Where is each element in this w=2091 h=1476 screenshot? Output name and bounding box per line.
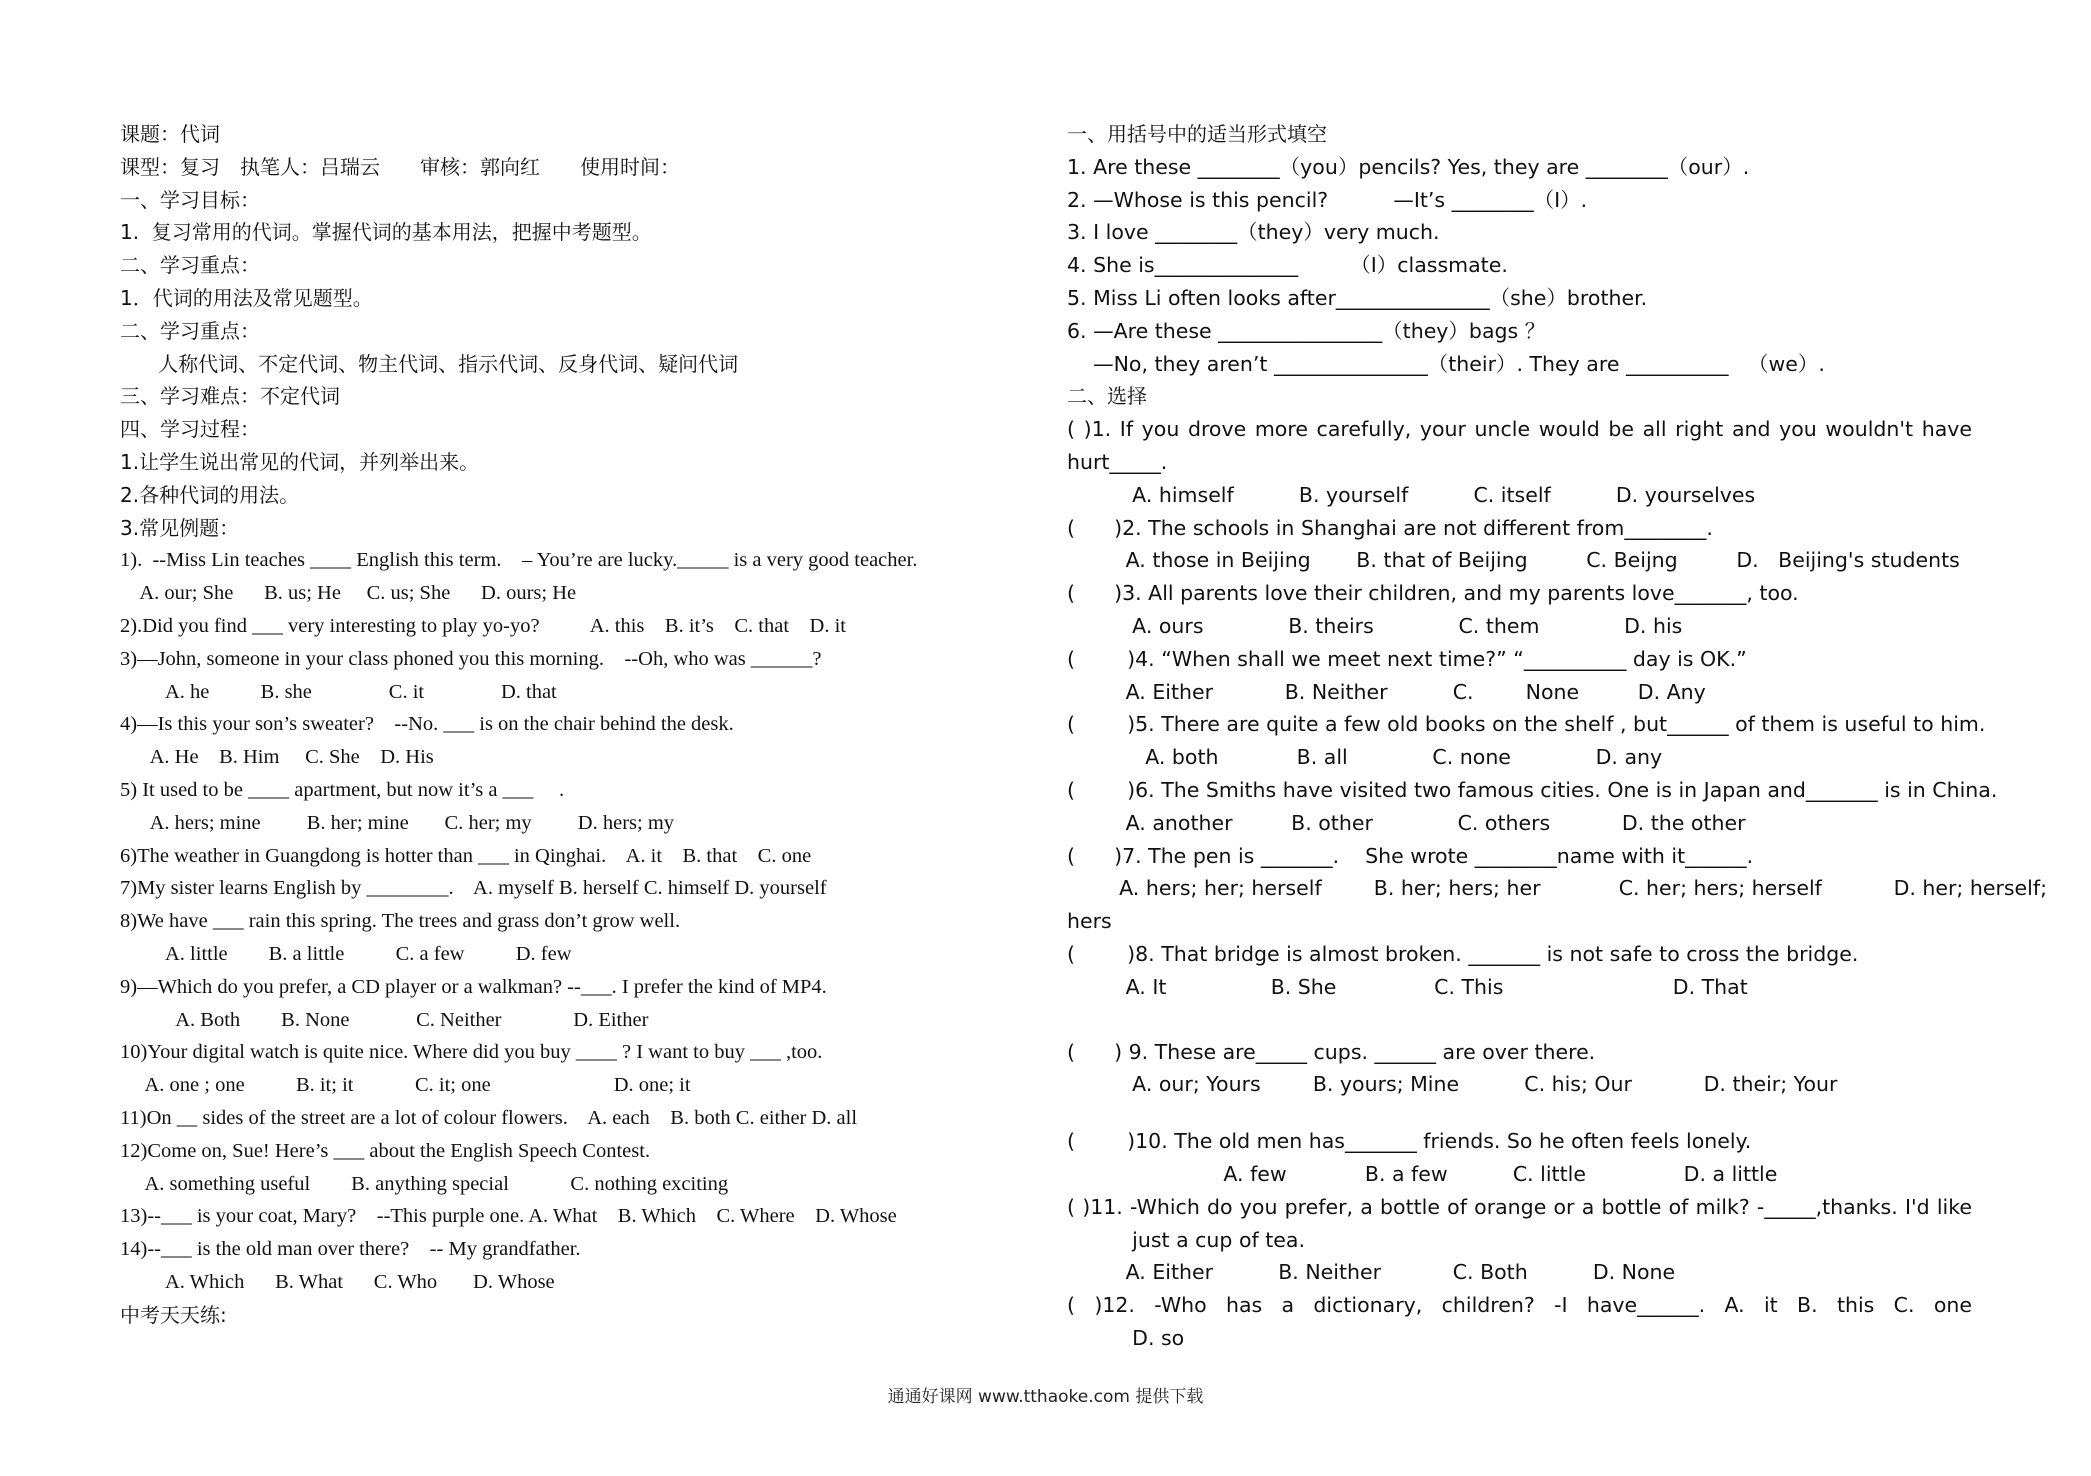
left-line: A. hers; mine B. her; mine C. her; my D. hers; my (120, 811, 675, 834)
left-line: A. Both B. None C. Neither D. Either (120, 1008, 649, 1031)
left-line: A. He B. Him C. She D. His (120, 746, 434, 769)
fill-section-title: 一、用括号中的适当形式填空 (1067, 122, 1327, 146)
question-1-cont: hurt_____. (1067, 449, 1168, 474)
question-10: ( )10. The old men has_______ friends. So he often feels lonely. (1067, 1129, 1752, 1154)
question-7-options: A. hers; her; herself B. her; hers; her C. her; hers; herself D. her; herself; (1067, 876, 2047, 901)
left-line: 1.让学生说出常见的代词，并列举出来。 (120, 449, 480, 474)
left-line: A. something useful B. anything special C. nothing exciting (120, 1172, 729, 1195)
left-line: 11)On __ sides of the street are a lot of colour flowers. A. each B. both C. either D. all (120, 1106, 858, 1129)
left-column (120, 118, 1020, 1331)
left-line: 1). --Miss Lin teaches ____ English this term. – You’re are lucky._____ is a very good teacher. (120, 549, 918, 572)
question-6-options: A. another B. other C. others D. the other (1067, 810, 1746, 835)
question-12-cont: D. so (1067, 1325, 1185, 1350)
left-line: 5) It used to be ____ apartment, but now it’s a ___ . (120, 778, 565, 801)
left-line: 2.各种代词的用法。 (120, 482, 300, 507)
question-4: ( )4. “When shall we meet next time?” “__________ day is OK.” (1067, 646, 1747, 671)
fill-item: —No, they aren’t _______________（their）. They are __________ （we）. (1067, 351, 1825, 376)
left-line: 12)Come on, Sue! Here’s ___ about the English Speech Contest. (120, 1139, 651, 1162)
fill-item: 4. She is______________ （I）classmate. (1067, 253, 1508, 278)
fill-item: 5. Miss Li often looks after_______________（she）brother. (1067, 285, 1648, 310)
fill-list (1067, 151, 1972, 381)
left-line: 1. 复习常用的代词。掌握代词的基本用法，把握中考题型。 (120, 220, 652, 245)
question-11-cont: just a cup of tea. (1067, 1227, 1305, 1252)
question-8-options: A. It B. She C. This D. That (1067, 974, 1748, 999)
question-1-options: A. himself B. yourself C. itself D. yourselves (1067, 482, 1756, 507)
left-line: 课题：代词 (120, 122, 220, 146)
question-7: ( )7. The pen is _______. She wrote ________name with it______. (1067, 843, 1754, 868)
left-line: 3)—John, someone in your class phoned you this morning. --Oh, who was ______? (120, 647, 822, 670)
left-line: 二、学习重点： (120, 253, 260, 278)
right-column (1067, 118, 2047, 1355)
question-11-options: A. Either B. Neither C. Both D. None (1067, 1260, 1676, 1285)
question-5-options: A. both B. all C. none D. any (1067, 745, 1663, 770)
left-line: 2).Did you find ___ very interesting to play yo-yo? A. this B. it’s C. that D. it (120, 614, 846, 637)
fill-item: 6. —Are these ________________（they）bags ？ (1067, 318, 1546, 343)
page-footer: 通通好课网 www.tthaoke.com 提供下载 (887, 1387, 1204, 1407)
left-line: 1．代词的用法及常见题型。 (120, 285, 373, 310)
left-line: 四、学习过程： (120, 417, 260, 442)
left-line: A. one ; one B. it; it C. it; one D. one; it (120, 1074, 691, 1097)
question-11: ( )11. -Which do you prefer, a bottle of orange or a bottle of milk? -_____,thanks. I'd like (1067, 1194, 1972, 1219)
question-4-options: A. Either B. Neither C. None D. Any (1067, 679, 1706, 704)
question-2: ( )2. The schools in Shanghai are not different from________. (1067, 515, 1713, 540)
choice-section-title: 二、选择 (1067, 384, 1147, 409)
fill-item: 3. I love ________（they）very much. (1067, 220, 1440, 245)
question-3: ( )3. All parents love their children, and my parents love_______, too. (1067, 581, 1799, 606)
left-line: 6)The weather in Guangdong is hotter than ___ in Qinghai. A. it B. that C. one (120, 844, 812, 867)
left-line: 课型：复习 执笔人：吕瑞云 审核：郭向红 使用时间： (120, 154, 680, 179)
question-9: ( ) 9. These are_____ cups. ______ are over there. (1067, 1039, 1596, 1064)
left-line: A. Which B. What C. Who D. Whose (120, 1270, 555, 1293)
left-line: 4)—Is this your son’s sweater? --No. ___ is on the chair behind the desk. (120, 713, 734, 736)
left-line: 13)--___ is your coat, Mary? --This purple one. A. What B. Which C. Where D. Whose (120, 1205, 897, 1228)
fill-item: 1. Are these ________（you）pencils? Yes, they are ________（our）. (1067, 154, 1750, 179)
question-8: ( )8. That bridge is almost broken. _______ is not safe to cross the bridge. (1067, 941, 1859, 966)
question-9-options: A. our; Yours B. yours; Mine C. his; Our D. their; Your (1067, 1072, 1838, 1097)
left-line: A. little B. a little C. a few D. few (120, 942, 572, 965)
question-3-options: A. ours B. theirs C. them D. his (1067, 613, 1683, 638)
left-line: 8)We have ___ rain this spring. The trees and grass don’t grow well. (120, 910, 681, 933)
question-10-options: A. few B. a few C. little D. a little (1067, 1161, 1778, 1186)
left-line: 人称代词、不定代词、物主代词、指示代词、反身代词、疑问代词 (120, 351, 739, 376)
left-line: A. our; She B. us; He C. us; She D. ours; He (120, 582, 577, 605)
left-line: 7)My sister learns English by ________. A. myself B. herself C. himself D. yourself (120, 877, 827, 900)
spacer (1067, 1101, 1972, 1125)
left-line: 三、学习难点：不定代词 (120, 384, 340, 409)
left-line: 中考天天练: (120, 1302, 227, 1327)
left-line: 9)—Which do you prefer, a CD player or a walkman? --___. I prefer the kind of MP4. (120, 975, 827, 998)
question-5: ( )5. There are quite a few old books on the shelf , but______ of them is useful to him. (1067, 712, 1986, 737)
left-line: 10)Your digital watch is quite nice. Where did you buy ____ ? I want to buy ___ ,too. (120, 1041, 823, 1064)
left-line: A. he B. she C. it D. that (120, 680, 557, 703)
left-line: 一、学习目标： (120, 187, 260, 212)
question-1: ( )1. If you drove more carefully, your uncle would be all right and you wouldn't have (1067, 417, 1972, 442)
left-line: 二、学习重点： (120, 318, 260, 343)
left-line: 3.常见例题： (120, 515, 240, 540)
question-12: ( )12. -Who has a dictionary, children? -I have______. A. it B. this C. one (1067, 1293, 1972, 1318)
left-line: 14)--___ is the old man over there? -- My grandfather. (120, 1238, 581, 1261)
fill-item: 2. —Whose is this pencil? —It’s ________（I）. (1067, 187, 1588, 212)
question-7-options-cont: hers (1067, 909, 1112, 934)
question-6: ( )6. The Smiths have visited two famous cities. One is in Japan and_______ is in China. (1067, 777, 1998, 802)
question-2-options: A. those in Beijing B. that of Beijing C. Beijng D. Beijing's students (1067, 548, 1960, 573)
